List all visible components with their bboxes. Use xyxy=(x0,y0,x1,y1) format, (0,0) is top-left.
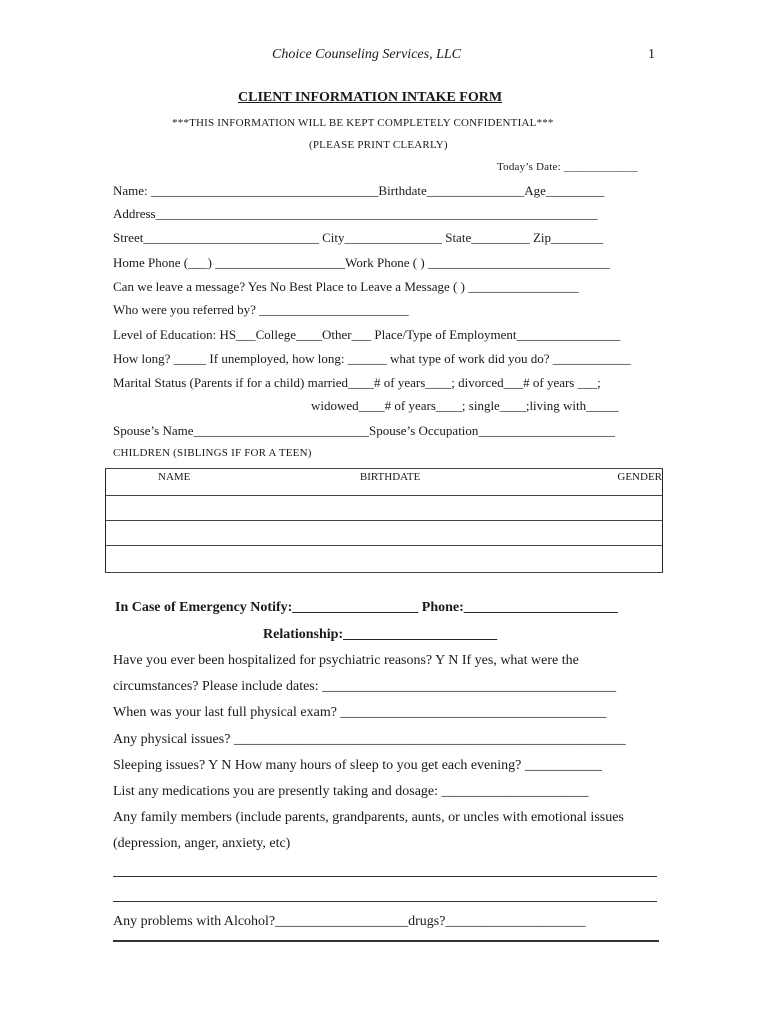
col-name: NAME xyxy=(106,469,324,496)
todays-date-field[interactable]: Today’s Date: _____________ xyxy=(497,161,638,173)
address-line[interactable]: Address____________________________________________________________________ xyxy=(113,206,598,221)
alcohol-drugs-line[interactable]: Any problems with Alcohol?___________________drugs?____________________ xyxy=(113,914,586,929)
physical-issues-line[interactable]: Any physical issues? ________________________________________________________ xyxy=(113,732,626,747)
children-heading: CHILDREN (SIBLINGS IF FOR A TEEN) xyxy=(113,447,312,459)
family-question-cont: (depression, anger, anxiety, etc) xyxy=(113,836,291,851)
marital-status-line[interactable]: Marital Status (Parents if for a child) married____# of years____; divorced___# of years ___; xyxy=(113,375,601,390)
street-city-state-zip-line[interactable]: Street___________________________ City_______________ State_________ Zip________ xyxy=(113,230,604,245)
family-question: Any family members (include parents, grandparents, aunts, or uncles with emotional issues xyxy=(113,810,624,825)
page-number: 1 xyxy=(648,47,655,62)
education-line[interactable]: Level of Education: HS___College____Other___ Place/Type of Employment________________ xyxy=(113,327,621,342)
relationship-line[interactable]: Relationship:______________________ xyxy=(263,627,498,642)
blank-answer-line-1[interactable] xyxy=(113,876,657,877)
how-long-line[interactable]: How long? _____ If unemployed, how long: ______ what type of work did you do? ____________ xyxy=(113,351,631,366)
spouse-line[interactable]: Spouse’s Name___________________________Spouse’s Occupation_____________________ xyxy=(113,423,615,438)
table-row[interactable] xyxy=(106,496,663,521)
sleeping-line[interactable]: Sleeping issues? Y N How many hours of sleep to you get each evening? ___________ xyxy=(113,758,602,773)
table-row[interactable] xyxy=(106,521,663,546)
widowed-line[interactable]: widowed____# of years____; single____;living with_____ xyxy=(311,398,619,413)
emergency-notify-line[interactable]: In Case of Emergency Notify:__________________ Phone:______________________ xyxy=(115,600,618,615)
message-line[interactable]: Can we leave a message? Yes No Best Place to Leave a Message ( ) _________________ xyxy=(113,279,579,294)
col-gender: GENDER xyxy=(547,469,662,496)
print-clearly-notice: (PLEASE PRINT CLEARLY) xyxy=(309,139,448,151)
children-table xyxy=(105,468,663,573)
footer-rule xyxy=(113,940,659,942)
phone-line[interactable]: Home Phone (___) ____________________Work Phone ( ) ____________________________ xyxy=(113,255,610,270)
circumstances-line[interactable]: circumstances? Please include dates: __________________________________________ xyxy=(113,679,617,694)
col-birthdate: BIRTHDATE xyxy=(324,469,548,496)
company-header: Choice Counseling Services, LLC xyxy=(272,47,461,62)
confidential-notice: ***THIS INFORMATION WILL BE KEPT COMPLETELY CONFIDENTIAL*** xyxy=(172,117,554,129)
physical-exam-line[interactable]: When was your last full physical exam? ______________________________________ xyxy=(113,705,607,720)
children-table-header xyxy=(106,469,663,496)
table-row[interactable] xyxy=(106,546,663,573)
hospitalized-question[interactable]: Have you ever been hospitalized for psychiatric reasons? Y N If yes, what were the xyxy=(113,653,579,668)
name-birthdate-age-line[interactable]: Name: ___________________________________Birthdate_______________Age_________ xyxy=(113,183,605,198)
medications-line[interactable]: List any medications you are presently taking and dosage: _____________________ xyxy=(113,784,589,799)
blank-answer-line-2[interactable] xyxy=(113,901,657,902)
form-title: CLIENT INFORMATION INTAKE FORM xyxy=(238,90,503,105)
referred-by-line[interactable]: Who were you referred by? _______________________ xyxy=(113,302,409,317)
